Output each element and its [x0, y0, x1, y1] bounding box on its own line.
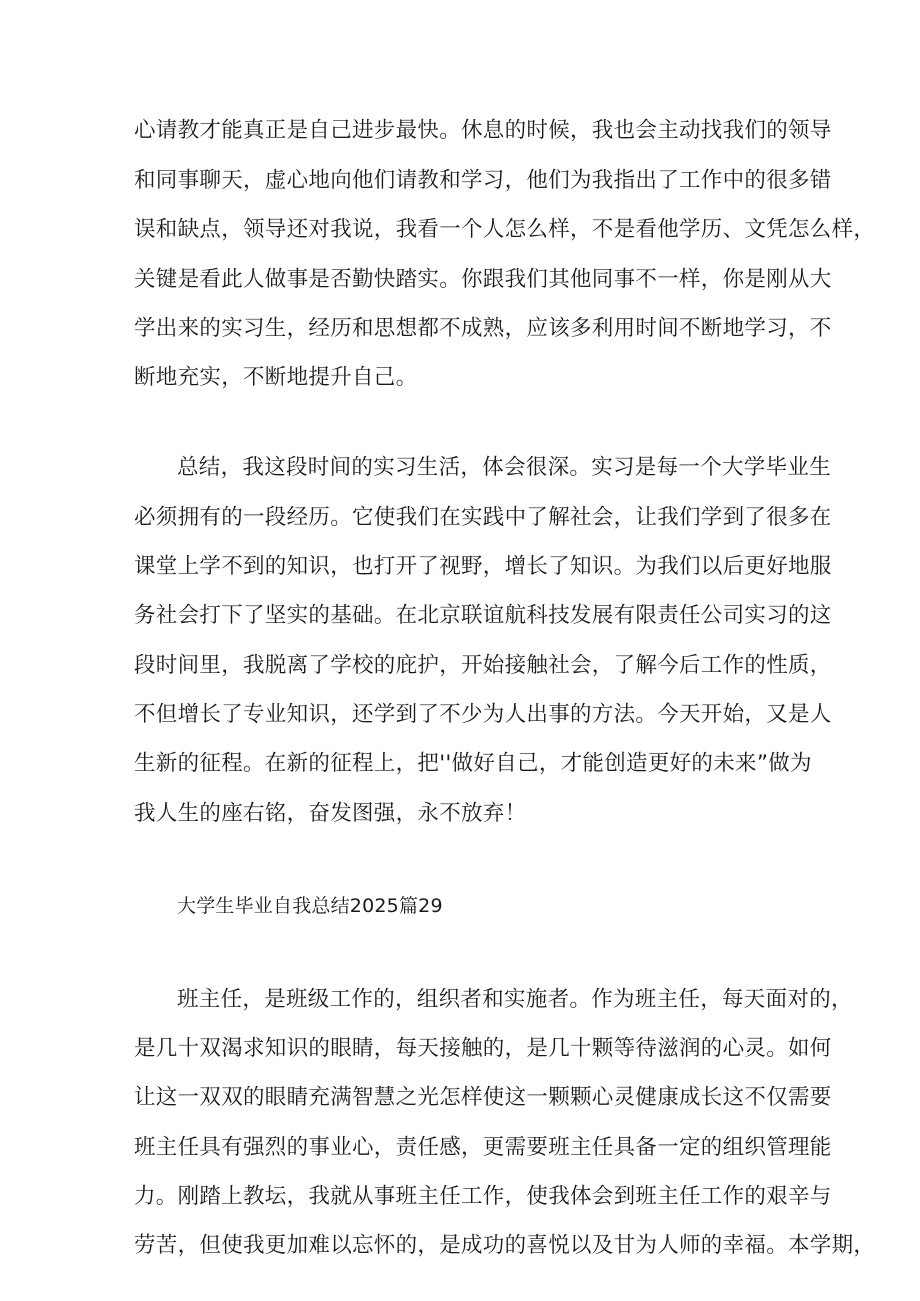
text-line: 是几十双渴求知识的眼睛，每天接触的，是几十颗等待滋润的心灵。如何 — [134, 1036, 832, 1061]
text-line: 生新的征程。在新的征程上，把''做好自己，才能创造更好的未来”做为 — [134, 751, 812, 776]
text-line: 课堂上学不到的知识，也打开了视野，增长了知识。为我们以后更好地服 — [134, 554, 832, 579]
text-line: 班主任，是班级工作的，组织者和实施者。作为班主任，每天面对的， — [177, 987, 853, 1012]
text-line: 误和缺点，领导还对我说，我看一个人怎么样，不是看他学历、文凭怎么样， — [134, 217, 876, 242]
text-line: 我人生的座右铭，奋发图强，永不放弃！ — [134, 801, 527, 826]
text-line: 力。刚踏上教坛，我就从事班主任工作，使我体会到班主任工作的艰辛与 — [134, 1184, 832, 1209]
section-title: 大学生毕业自我总结2025篇29 — [177, 895, 443, 917]
text-line: 不但增长了专业知识，还学到了不少为人出事的方法。今天开始，又是人 — [134, 702, 832, 727]
text-line: 段时间里，我脱离了学校的庇护，开始接触社会，了解今后工作的性质， — [134, 653, 832, 678]
text-line: 断地充实，不断地提升自己。 — [134, 365, 418, 390]
text-line: 班主任具有强烈的事业心，责任感，更需要班主任具备一定的组织管理能 — [134, 1135, 832, 1160]
text-line: 务社会打下了坚实的基础。在北京联谊航科技发展有限责任公司实习的这 — [134, 603, 832, 628]
text-line: 和同事聊天，虚心地向他们请教和学习，他们为我指出了工作中的很多错 — [134, 168, 832, 193]
text-line: 让这一双双的眼睛充满智慧之光怎样使这一颗颗心灵健康成长这不仅需要 — [134, 1085, 832, 1110]
text-line: 劳苦，但使我更加难以忘怀的，是成功的喜悦以及甘为人师的幸福。本学期， — [134, 1233, 876, 1258]
text-line: 总结，我这段时间的实习生活，体会很深。实习是每一个大学毕业生 — [177, 455, 832, 480]
text-line: 关键是看此人做事是否勤快踏实。你跟我们其他同事不一样，你是刚从大 — [134, 267, 832, 292]
text-line: 必须拥有的一段经历。它使我们在实践中了解社会，让我们学到了很多在 — [134, 505, 832, 530]
text-line: 心请教才能真正是自己进步最快。休息的时候，我也会主动找我们的领导 — [134, 118, 832, 143]
text-line: 学出来的实习生，经历和思想都不成熟，应该多利用时间不断地学习，不 — [134, 316, 832, 341]
